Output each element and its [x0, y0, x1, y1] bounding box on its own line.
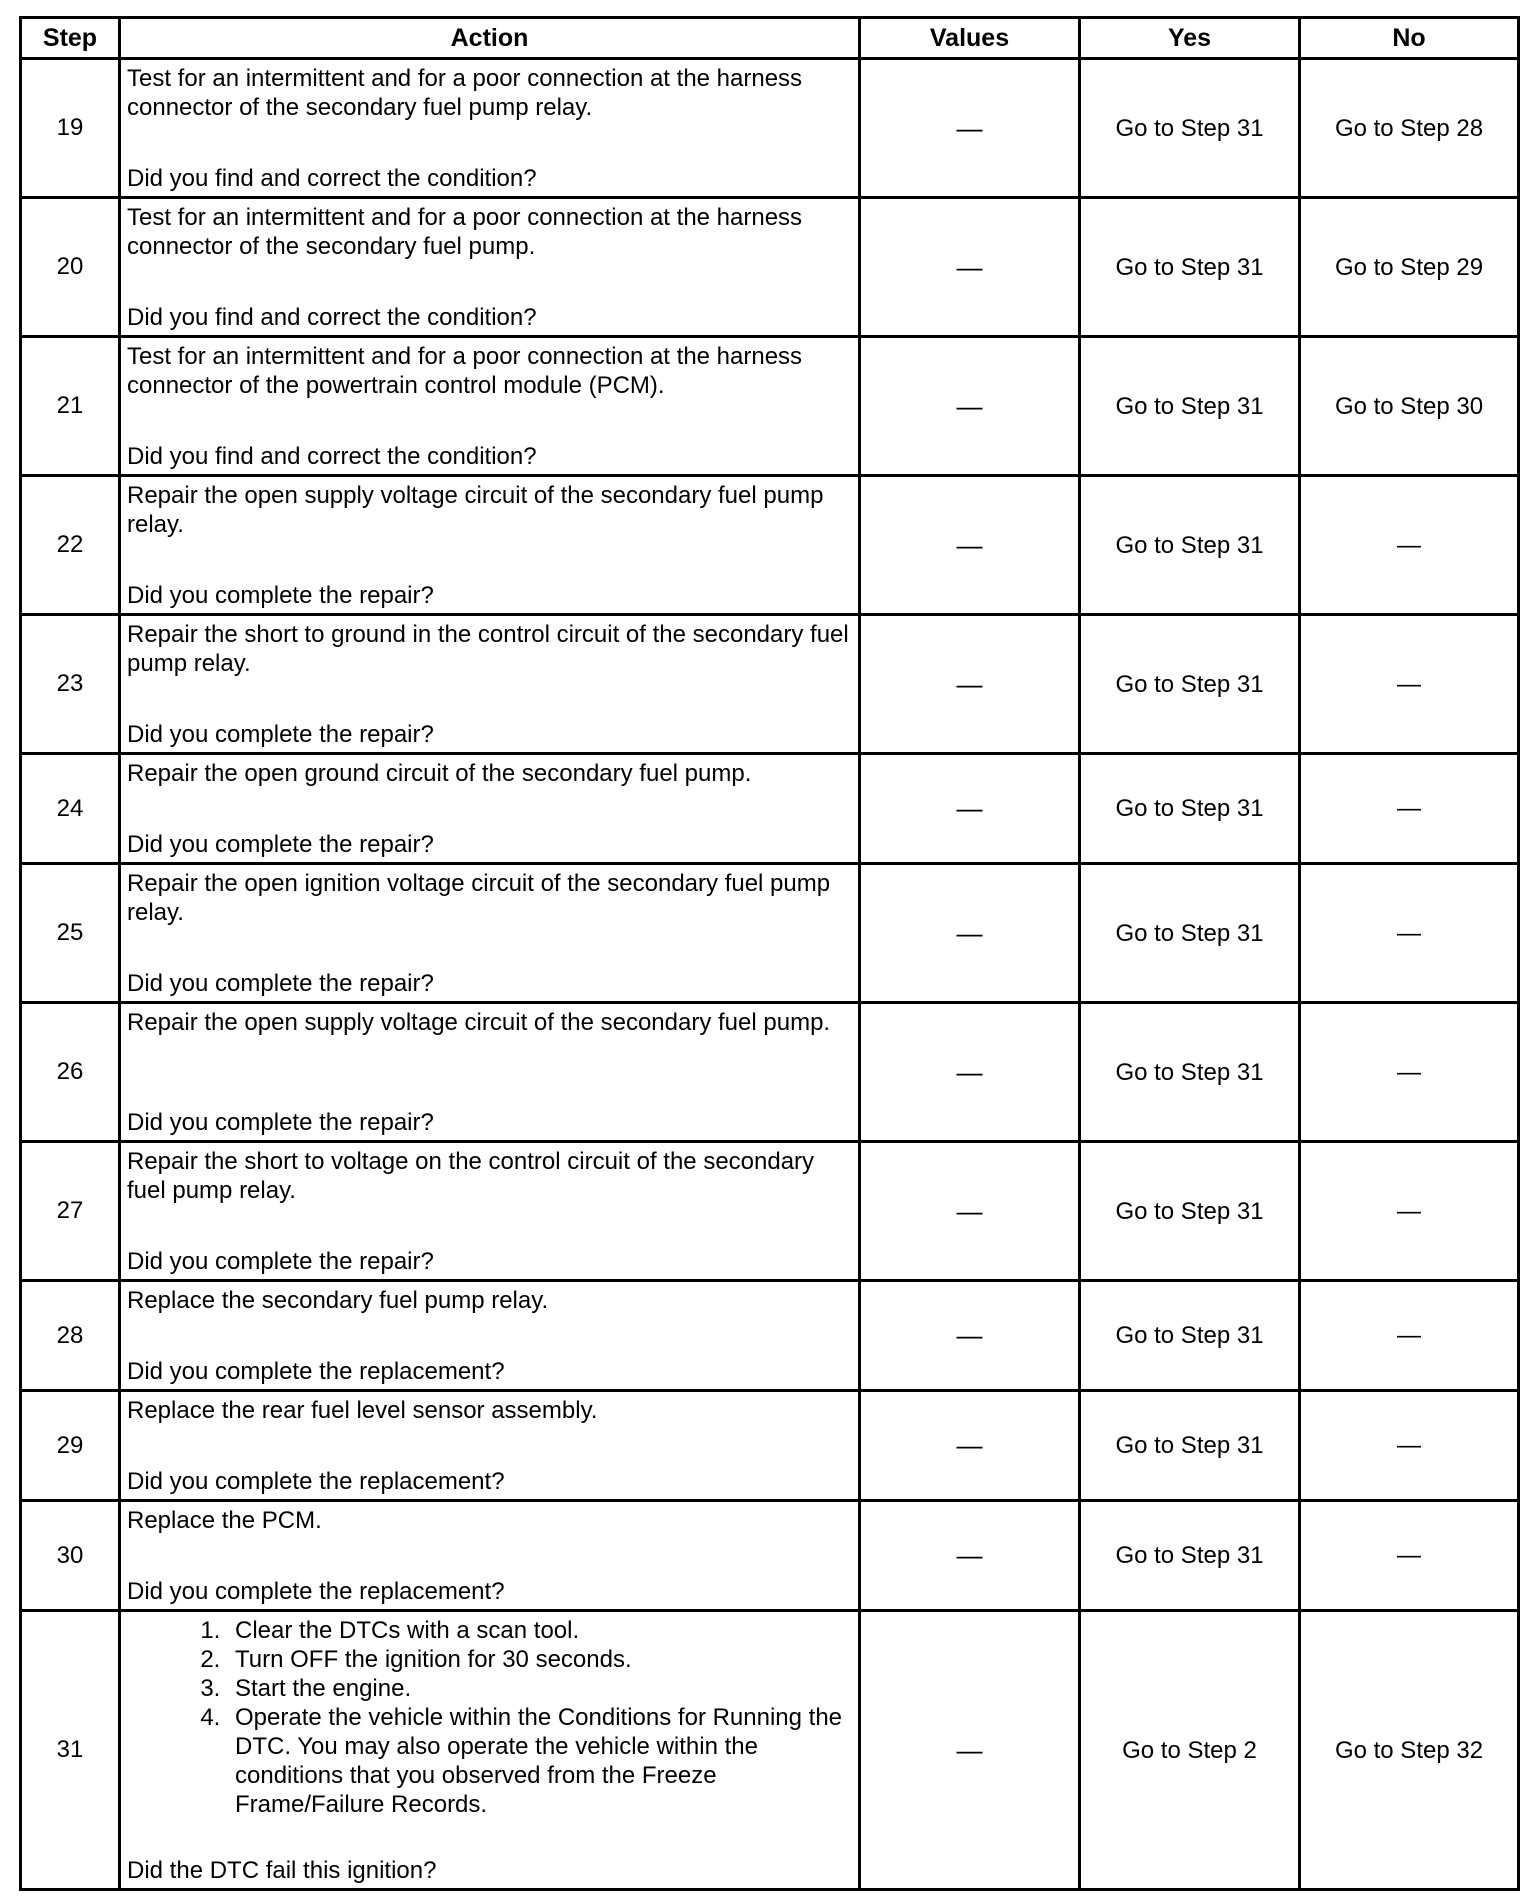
action-text: Repair the short to ground in the control circuit of the secondary fuel pump relay. — [127, 621, 849, 677]
values-cell: — — [860, 476, 1080, 615]
step-number: 19 — [21, 59, 120, 198]
yes-cell: Go to Step 31 — [1080, 337, 1300, 476]
header-yes: Yes — [1080, 18, 1300, 59]
step-number: 31 — [21, 1611, 120, 1890]
header-step: Step — [21, 18, 120, 59]
values-cell: — — [860, 1003, 1080, 1142]
step-number: 20 — [21, 198, 120, 337]
values-cell: — — [860, 337, 1080, 476]
action-question: Did you complete the repair? — [127, 582, 434, 609]
yes-cell: Go to Step 31 — [1080, 1142, 1300, 1281]
no-cell: — — [1300, 1281, 1519, 1391]
action-question: Did you complete the repair? — [127, 831, 434, 858]
action-cell — [120, 476, 860, 615]
action-text: Repair the open ignition voltage circuit of the secondary fuel pump relay. — [127, 870, 831, 926]
values-cell: — — [860, 1391, 1080, 1501]
action-question: Did you find and correct the condition? — [127, 443, 537, 470]
procedure-item: 3. Start the engine. — [227, 1674, 852, 1703]
action-cell — [120, 1142, 860, 1281]
no-cell: — — [1300, 1003, 1519, 1142]
no-cell: — — [1300, 754, 1519, 864]
step-number: 21 — [21, 337, 120, 476]
step-number: 29 — [21, 1391, 120, 1501]
table-row — [21, 864, 1519, 1003]
action-question: Did you complete the replacement? — [127, 1578, 505, 1605]
no-cell: — — [1300, 476, 1519, 615]
diagnostic-table — [19, 16, 1520, 1891]
action-cell — [120, 198, 860, 337]
yes-cell: Go to Step 31 — [1080, 1281, 1300, 1391]
header-no: No — [1300, 18, 1519, 59]
table-row — [21, 754, 1519, 864]
action-question: Did you find and correct the condition? — [127, 165, 537, 192]
action-cell — [120, 615, 860, 754]
yes-cell: Go to Step 2 — [1080, 1611, 1300, 1890]
no-cell: Go to Step 29 — [1300, 198, 1519, 337]
table-row — [21, 1281, 1519, 1391]
yes-cell: Go to Step 31 — [1080, 1391, 1300, 1501]
no-cell: Go to Step 30 — [1300, 337, 1519, 476]
action-text: Repair the open ground circuit of the secondary fuel pump. — [127, 760, 752, 787]
action-text: Repair the open supply voltage circuit of the secondary fuel pump relay. — [127, 482, 824, 538]
table-row — [21, 615, 1519, 754]
action-question: Did the DTC fail this ignition? — [127, 1857, 437, 1884]
yes-cell: Go to Step 31 — [1080, 59, 1300, 198]
action-text: Replace the secondary fuel pump relay. — [127, 1287, 549, 1314]
no-cell: — — [1300, 1142, 1519, 1281]
action-cell — [120, 864, 860, 1003]
values-cell: — — [860, 198, 1080, 337]
header-action: Action — [120, 18, 860, 59]
yes-cell: Go to Step 31 — [1080, 198, 1300, 337]
action-text: Replace the PCM. — [127, 1507, 322, 1534]
values-cell: — — [860, 1281, 1080, 1391]
action-question: Did you complete the repair? — [127, 721, 434, 748]
action-cell — [120, 1501, 860, 1611]
action-question: Did you complete the repair? — [127, 970, 434, 997]
action-cell — [120, 1003, 860, 1142]
table-row — [21, 59, 1519, 198]
action-cell — [120, 59, 860, 198]
action-text: Test for an intermittent and for a poor connection at the harness connector of the secondary fuel pump relay. — [127, 65, 803, 121]
values-cell: — — [860, 864, 1080, 1003]
no-cell: — — [1300, 615, 1519, 754]
yes-cell: Go to Step 31 — [1080, 754, 1300, 864]
no-cell: Go to Step 32 — [1300, 1611, 1519, 1890]
step-number: 22 — [21, 476, 120, 615]
step-number: 24 — [21, 754, 120, 864]
table-row — [21, 476, 1519, 615]
action-question: Did you find and correct the condition? — [127, 304, 537, 331]
values-cell: — — [860, 59, 1080, 198]
procedure-item: 4. Operate the vehicle within the Conditions for Running the DTC. You may also operate the vehicle within the conditions that you observed from the Freeze Frame/Failure Records. — [227, 1703, 852, 1819]
values-cell: — — [860, 1142, 1080, 1281]
yes-cell: Go to Step 31 — [1080, 476, 1300, 615]
table-row — [21, 1611, 1519, 1890]
action-cell — [120, 337, 860, 476]
header-row — [21, 18, 1519, 59]
action-text: Test for an intermittent and for a poor connection at the harness connector of the secondary fuel pump. — [127, 204, 803, 260]
table-row — [21, 1142, 1519, 1281]
action-question: Did you complete the repair? — [127, 1109, 434, 1136]
no-cell: — — [1300, 1391, 1519, 1501]
action-cell — [120, 1611, 860, 1890]
values-cell: — — [860, 1501, 1080, 1611]
procedure-item: 2. Turn OFF the ignition for 30 seconds. — [227, 1645, 852, 1674]
table-row — [21, 1391, 1519, 1501]
step-number: 30 — [21, 1501, 120, 1611]
step-number: 23 — [21, 615, 120, 754]
action-question: Did you complete the replacement? — [127, 1358, 505, 1385]
yes-cell: Go to Step 31 — [1080, 1003, 1300, 1142]
action-cell — [120, 754, 860, 864]
procedure-item: 1. Clear the DTCs with a scan tool. — [227, 1616, 852, 1645]
table-row — [21, 1003, 1519, 1142]
action-text: Test for an intermittent and for a poor connection at the harness connector of the powertrain control module (PCM). — [127, 343, 803, 399]
table-row — [21, 337, 1519, 476]
yes-cell: Go to Step 31 — [1080, 864, 1300, 1003]
action-text: Repair the short to voltage on the control circuit of the secondary fuel pump relay. — [127, 1148, 815, 1204]
procedure-list — [127, 1616, 852, 1819]
yes-cell: Go to Step 31 — [1080, 1501, 1300, 1611]
action-text: Repair the open supply voltage circuit of the secondary fuel pump. — [127, 1009, 831, 1036]
step-number: 27 — [21, 1142, 120, 1281]
action-cell — [120, 1281, 860, 1391]
values-cell: — — [860, 1611, 1080, 1890]
values-cell: — — [860, 615, 1080, 754]
step-number: 25 — [21, 864, 120, 1003]
action-question: Did you complete the repair? — [127, 1248, 434, 1275]
step-number: 26 — [21, 1003, 120, 1142]
no-cell: Go to Step 28 — [1300, 59, 1519, 198]
table-row — [21, 1501, 1519, 1611]
yes-cell: Go to Step 31 — [1080, 615, 1300, 754]
no-cell: — — [1300, 864, 1519, 1003]
action-question: Did you complete the replacement? — [127, 1468, 505, 1495]
table-row — [21, 198, 1519, 337]
header-values: Values — [860, 18, 1080, 59]
values-cell: — — [860, 754, 1080, 864]
action-text: Replace the rear fuel level sensor assembly. — [127, 1397, 598, 1424]
step-number: 28 — [21, 1281, 120, 1391]
no-cell: — — [1300, 1501, 1519, 1611]
action-cell — [120, 1391, 860, 1501]
